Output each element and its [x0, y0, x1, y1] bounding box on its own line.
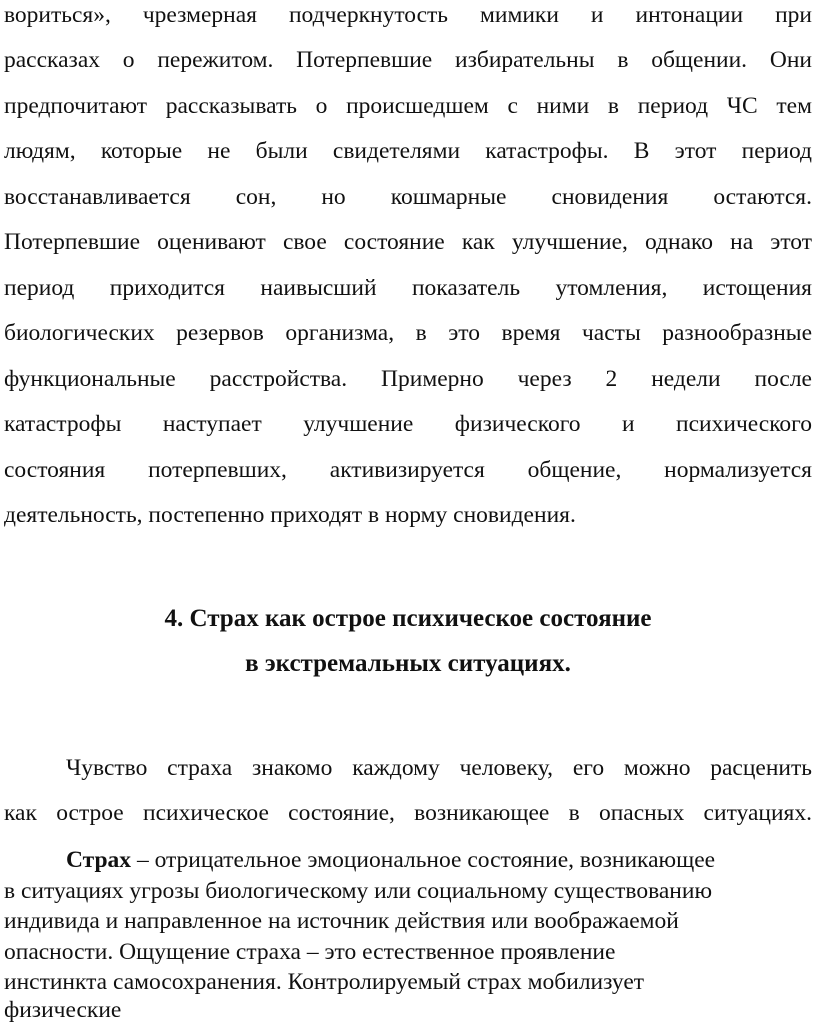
paragraph-line: период приходится наивысший показатель утомления, истощения — [4, 275, 812, 301]
paragraph-line: катастрофы наступает улучшение физического и психического — [4, 411, 812, 437]
paragraph-line: Потерпевшие оценивают свое состояние как улучшение, однако на этот — [4, 229, 812, 255]
paragraph-line: вориться», чрезмерная подчеркнутость мимики и интонации при — [4, 2, 812, 28]
definition-text: – отрицательное эмоциональное состояние, возникающее — [131, 847, 716, 873]
paragraph-line: состояния потерпевших, активизируется общение, нормализуется — [4, 457, 812, 483]
paragraph-line: рассказах о пережитом. Потерпевшие избирательны в общении. Они — [4, 47, 812, 73]
paragraph-line: деятельность, постепенно приходят в норму сновидения. — [4, 502, 576, 528]
paragraph-line: инстинкта самосохранения. Контролируемый страх мобилизует — [4, 969, 645, 995]
paragraph-line: функциональные расстройства. Примерно через 2 недели после — [4, 366, 812, 392]
paragraph-line: восстанавливается сон, но кошмарные сновидения остаются. — [4, 184, 812, 210]
paragraph-line: как острое психическое состояние, возникающее в опасных ситуациях. — [4, 800, 812, 826]
section-heading-line: 4. Страх как острое психическое состояние — [164, 605, 652, 632]
paragraph-line: предпочитают рассказывать о происшедшем с ними в период ЧС тем — [4, 93, 812, 119]
paragraph-line: в ситуациях угрозы биологическому или социальному существованию — [4, 878, 713, 904]
paragraph-line: опасности. Ощущение страха – это естественное проявление — [4, 939, 616, 965]
paragraph-line — [66, 845, 812, 875]
paragraph-line: людям, которые не были свидетелями катастрофы. В этот период — [4, 138, 812, 164]
defined-term: Страх — [66, 847, 132, 873]
paragraph-line: Чувство страха знакомо каждому человеку, его можно расценить — [66, 755, 812, 781]
paragraph-line: физические — [4, 997, 122, 1023]
paragraph-line: биологических резервов организма, в это время часты разнообразные — [4, 320, 812, 346]
section-heading-line: в экстремальных ситуациях. — [245, 650, 571, 677]
paragraph-line: индивида и направленное на источник действия или воображаемой — [4, 908, 679, 934]
